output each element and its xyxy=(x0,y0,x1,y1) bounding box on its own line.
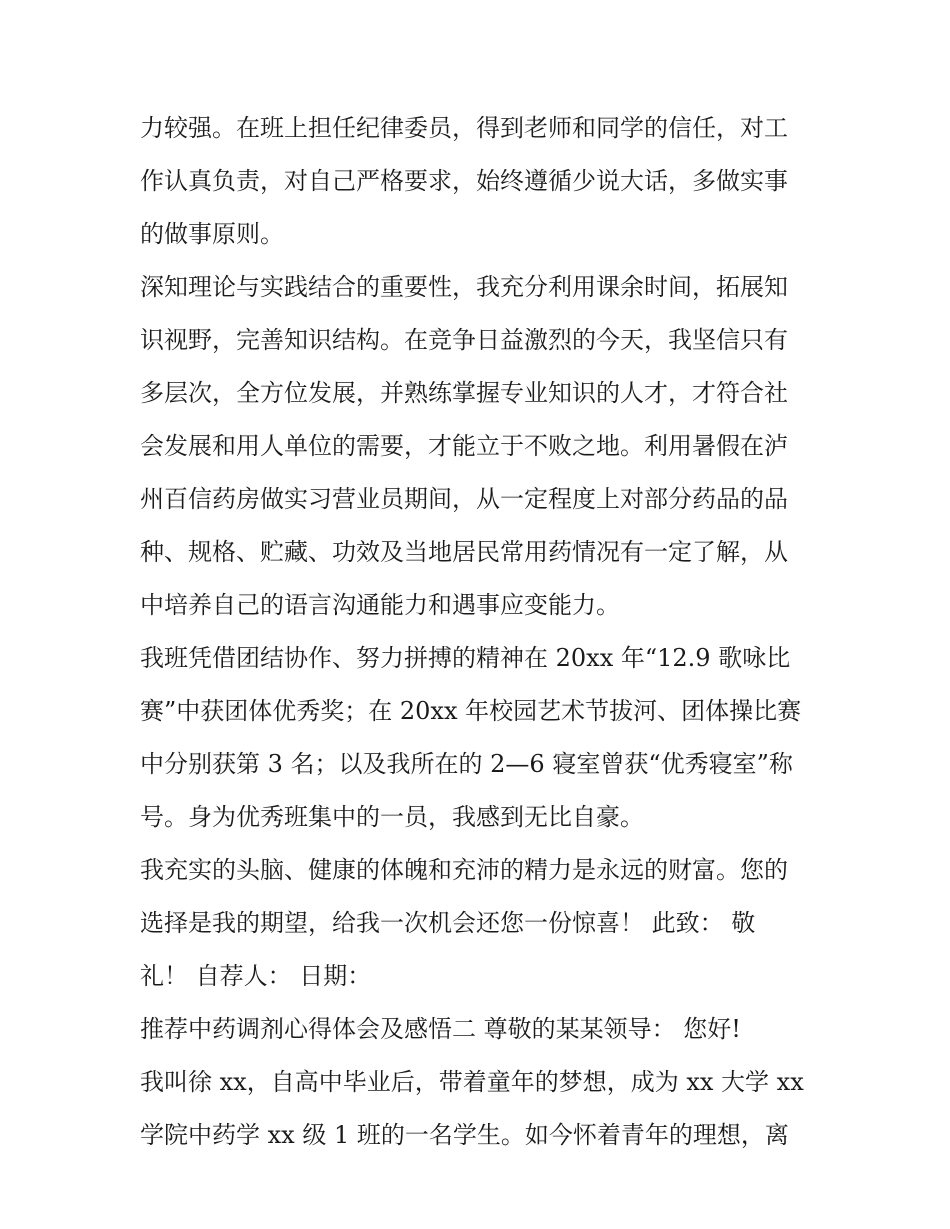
text-line: 力较强。在班上担任纪律委员，得到老师和同学的信任，对工 xyxy=(140,114,788,142)
text-line: 礼！ 自荐人： 日期： xyxy=(140,962,372,990)
text-line: 种、规格、贮藏、功效及当地居民常用药情况有一定了解，从 xyxy=(140,538,788,566)
text-line: 学院中药学 xx 级 1 班的一名学生。如今怀着青年的理想，离 xyxy=(140,1121,789,1149)
text-line: 我叫徐 xx，自高中毕业后，带着童年的梦想，成为 xx 大学 xx xyxy=(140,1068,804,1096)
text-line: 选择是我的期望，给我一次机会还您一份惊喜！ 此致： 敬 xyxy=(140,909,756,937)
text-line: 深知理论与实践结合的重要性，我充分利用课余时间，拓展知 xyxy=(140,273,788,301)
text-line: 州百信药房做实习营业员期间，从一定程度上对部分药品的品 xyxy=(140,485,788,513)
text-line: 中分别获第 3 名；以及我所在的 2—6 寝室曾获“优秀寝室”称 xyxy=(140,750,793,778)
text-line: 我充实的头脑、健康的体魄和充沛的精力是永远的财富。您的 xyxy=(140,856,788,884)
text-line: 中培养自己的语言沟通能力和遇事应变能力。 xyxy=(140,591,620,619)
text-line: 赛”中获团体优秀奖；在 20xx 年校园艺术节拔河、团体操比赛 xyxy=(140,697,802,725)
text-line: 多层次，全方位发展，并熟练掌握专业知识的人才，才符合社 xyxy=(140,379,788,407)
text-line: 我班凭借团结协作、努力拼搏的精神在 20xx 年“12.9 歌咏比 xyxy=(140,644,791,672)
text-line: 号。身为优秀班集中的一员，我感到无比自豪。 xyxy=(140,803,644,831)
text-line: 会发展和用人单位的需要，才能立于不败之地。利用暑假在泸 xyxy=(140,432,788,460)
text-line: 作认真负责，对自己严格要求，始终遵循少说大话，多做实事 xyxy=(140,167,788,195)
text-line: 推荐中药调剂心得体会及感悟二 尊敬的某某领导： 您好! xyxy=(140,1015,741,1043)
text-line: 的做事原则。 xyxy=(140,220,284,248)
text-line: 识视野，完善知识结构。在竞争日益激烈的今天，我坚信只有 xyxy=(140,326,788,354)
document-body xyxy=(140,102,820,1162)
